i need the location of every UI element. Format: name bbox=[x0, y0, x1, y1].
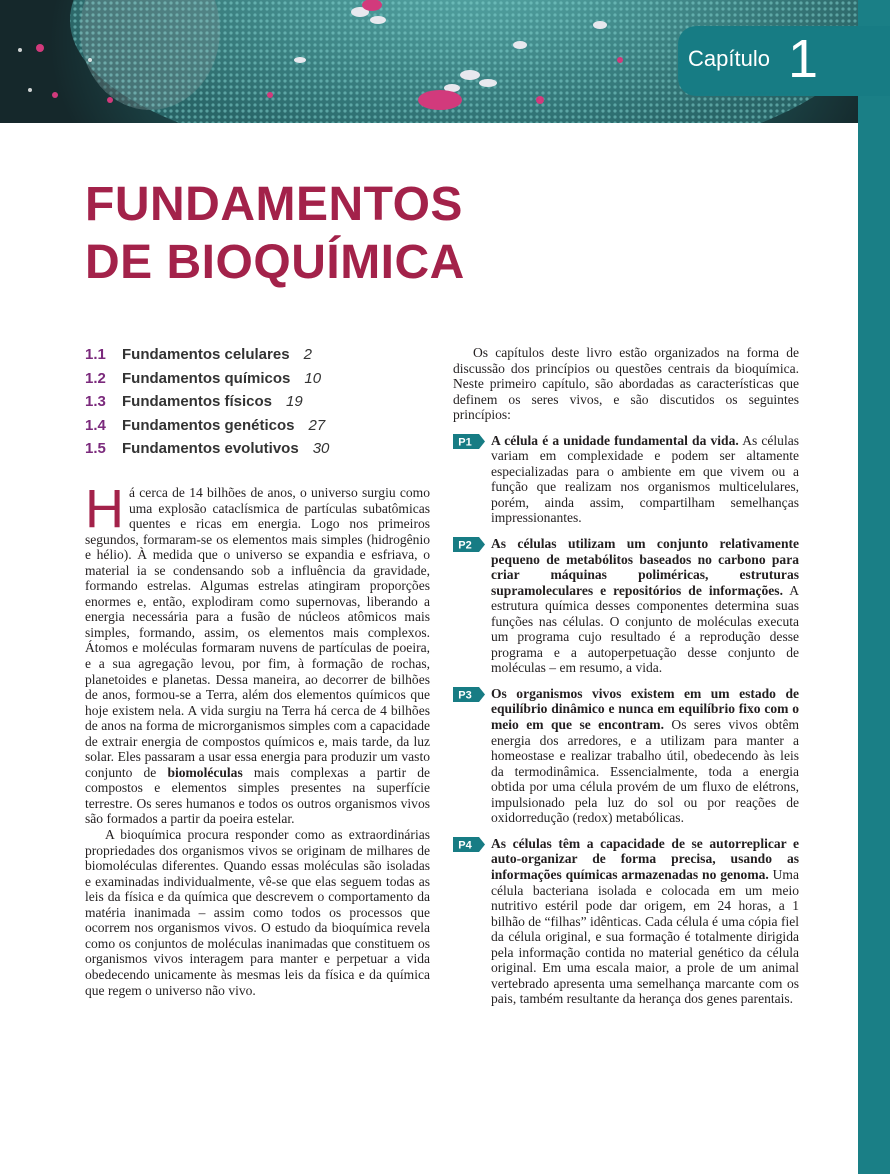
intro-paragraph bbox=[85, 479, 430, 827]
principle-p3 bbox=[453, 686, 799, 826]
toc-item[interactable] bbox=[85, 414, 445, 438]
principle-text: Uma célula bacteriana isolada e colocada em um meio nutritivo estéril pode dar origem, em 24 horas, a 1 bilhão de “filhas” idênticas. Cada célula é uma cópia fiel da célula original, e sua formação é totalmente dirigida pela informação contida no material genético da célula original. Em uma escala maior, a prole de um animal vertebrado apresenta uma semelhança marcante com os pais, também resultante da herança dos genes parentais. bbox=[491, 866, 799, 1007]
biochemistry-paragraph: A bioquímica procura responder como as extraordinárias propriedades dos organismos vivos se originam de milhares de biomoléculas diferentes. Quando essas moléculas são isoladas e examinadas individualmente, vê-se que elas seguem todas as leis da física e da química que descrevem o comportamento da matéria inanimada – assim como todos os processos que ocorrem nos organismos vivos. O estudo da bioquímica revela como os conjuntos de moléculas inanimadas que constituem os organismos vivos interagem para manter e perpetuar a vida obedecendo unicamente às mesmas leis da física e da química que regem o universo não vivo. bbox=[85, 827, 430, 998]
principle-statement: As células têm a capacidade de se autorreplicar e auto-organizar de forma precisa, usando as informações químicas armazenadas no genoma. bbox=[491, 835, 799, 882]
toc-title: Fundamentos químicos bbox=[122, 369, 291, 387]
toc-title: Fundamentos físicos bbox=[122, 393, 273, 411]
drop-cap: H bbox=[85, 479, 124, 539]
right-column bbox=[453, 345, 799, 1007]
toc-number: 1.3 bbox=[85, 393, 106, 411]
principle-statement: As células utilizam um conjunto relativamente pequeno de metabólitos baseados no carbono para criar máquinas poliméricas, estruturas supramoleculares e repositórios de informações. bbox=[491, 536, 799, 598]
toc-title: Fundamentos celulares bbox=[122, 346, 290, 363]
principle-p4 bbox=[453, 836, 799, 1007]
principle-badge-label: P2 bbox=[458, 539, 472, 552]
toc-title: Fundamentos evolutivos bbox=[122, 440, 299, 458]
principle-badge-label: P4 bbox=[458, 839, 472, 852]
principle-p1 bbox=[453, 433, 799, 526]
principle-p2 bbox=[453, 536, 799, 676]
toc-number: 1.2 bbox=[85, 369, 106, 387]
chapter-tab bbox=[678, 26, 890, 96]
toc-item[interactable] bbox=[85, 390, 445, 414]
principle-badge-icon bbox=[453, 837, 485, 852]
principle-badge-label: P1 bbox=[458, 436, 472, 449]
toc-item[interactable] bbox=[85, 367, 445, 391]
side-color-strip bbox=[858, 0, 890, 1174]
intro-text-b: mais complexas a partir de compostos e elementos simples presentes na superfície terrestre. Os seres humanos e todos os outros organismos vivos são formados a partir da poeira estelar. bbox=[85, 764, 430, 827]
toc-page: 2 bbox=[303, 346, 312, 363]
principle-badge-label: P3 bbox=[458, 689, 472, 702]
principle-badge-icon bbox=[453, 687, 485, 702]
principle-statement: Os organismos vivos existem em um estado de equilíbrio dinâmico e nunca em equilíbrio fixo com o meio em que se encontram. bbox=[491, 685, 799, 733]
principle-text: As células variam em complexidade e podem ser altamente especializadas para o ambiente em que vivem ou a função que realizam nos organismos multicelulares, porém, ainda assim, compartilham semelhanças impressionantes. bbox=[491, 432, 800, 526]
principle-text: A estrutura química desses componentes determina suas funções nas células. O conjunto de moléculas executa um programa cujo resultado é a reprodução desse programa e a autoperpetuação desse conjunto de moléculas – em resumo, a vida. bbox=[491, 582, 800, 676]
toc-page: 30 bbox=[312, 440, 330, 458]
chapter-number: 1 bbox=[788, 29, 819, 89]
left-column bbox=[85, 479, 430, 998]
toc-item[interactable] bbox=[85, 437, 445, 461]
principle-statement: A célula é a unidade fundamental da vida. bbox=[491, 432, 739, 448]
chapter-title-line1: FUNDAMENTOS bbox=[85, 178, 463, 231]
chapter-title bbox=[85, 176, 465, 292]
toc-title: Fundamentos genéticos bbox=[122, 416, 295, 434]
toc-page: 19 bbox=[286, 393, 303, 411]
toc-number: 1.5 bbox=[85, 440, 106, 458]
toc-number: 1.4 bbox=[85, 416, 106, 434]
chapter-label: Capítulo bbox=[688, 46, 770, 71]
principle-badge-icon bbox=[453, 434, 485, 449]
table-of-contents bbox=[85, 343, 445, 461]
toc-page: 27 bbox=[308, 416, 326, 434]
toc-page: 10 bbox=[304, 369, 322, 387]
principles-intro: Os capítulos deste livro estão organizados na forma de discussão dos princípios ou questões centrais da bioquímica. Neste primeiro capítulo, são abordadas as características que definem os seres vivos, e são discutidos os seguintes princípios: bbox=[453, 345, 799, 423]
toc-number: 1.1 bbox=[85, 346, 106, 363]
principle-badge-icon bbox=[453, 537, 485, 552]
toc-item[interactable] bbox=[85, 343, 445, 367]
keyword-biomolecules: biomoléculas bbox=[167, 764, 243, 780]
intro-text-a: á cerca de 14 bilhões de anos, o universo surgiu como uma explosão cataclísmica de partículas subatômicas quentes e ricas em energia. Logo nos primeiros segundos, formaram-se os elementos mais simples (hidrogênio e hélio). À medida que o universo se expandia e esfriava, o material ia se condensando sob a influência da gravidade, formando estrelas. Algumas estrelas atingiram proporções enormes e, então, explodiram como supernovas, liberando a energia necessária para a fusão de núcleos atômicos mais simples, formando, assim, os elementos mais complexos. Átomos e moléculas formaram nuvens de partículas de poeira, e a sua agregação levou, por fim, à formação de rochas, planetoides e planetas. Dessa maneira, ao decorrer de bilhões de anos, formou-se a Terra, além dos elementos químicos que hoje existem nela. A vida surgiu na Terra há cerca de 4 bilhões de anos na forma de microrganismos simples com a capacidade de extrair energia de compostos químicos e, mais tarde, da luz solar. Eles passaram a usar essa energia para produzir um vasto conjunto de bbox=[85, 485, 430, 780]
principle-text: Os seres vivos obtêm energia dos arredores, e a utilizam para manter a homeostase e realizar trabalho útil, obedecendo às leis da termodinâmica. Essencialmente, toda a energia obtida por uma célula provém de um fluxo de elétrons, impulsionado pela luz do sol ou por reações de oxidorredução (redox) metabólicas. bbox=[491, 717, 799, 826]
chapter-title-line2: DE BIOQUÍMICA bbox=[85, 236, 465, 289]
